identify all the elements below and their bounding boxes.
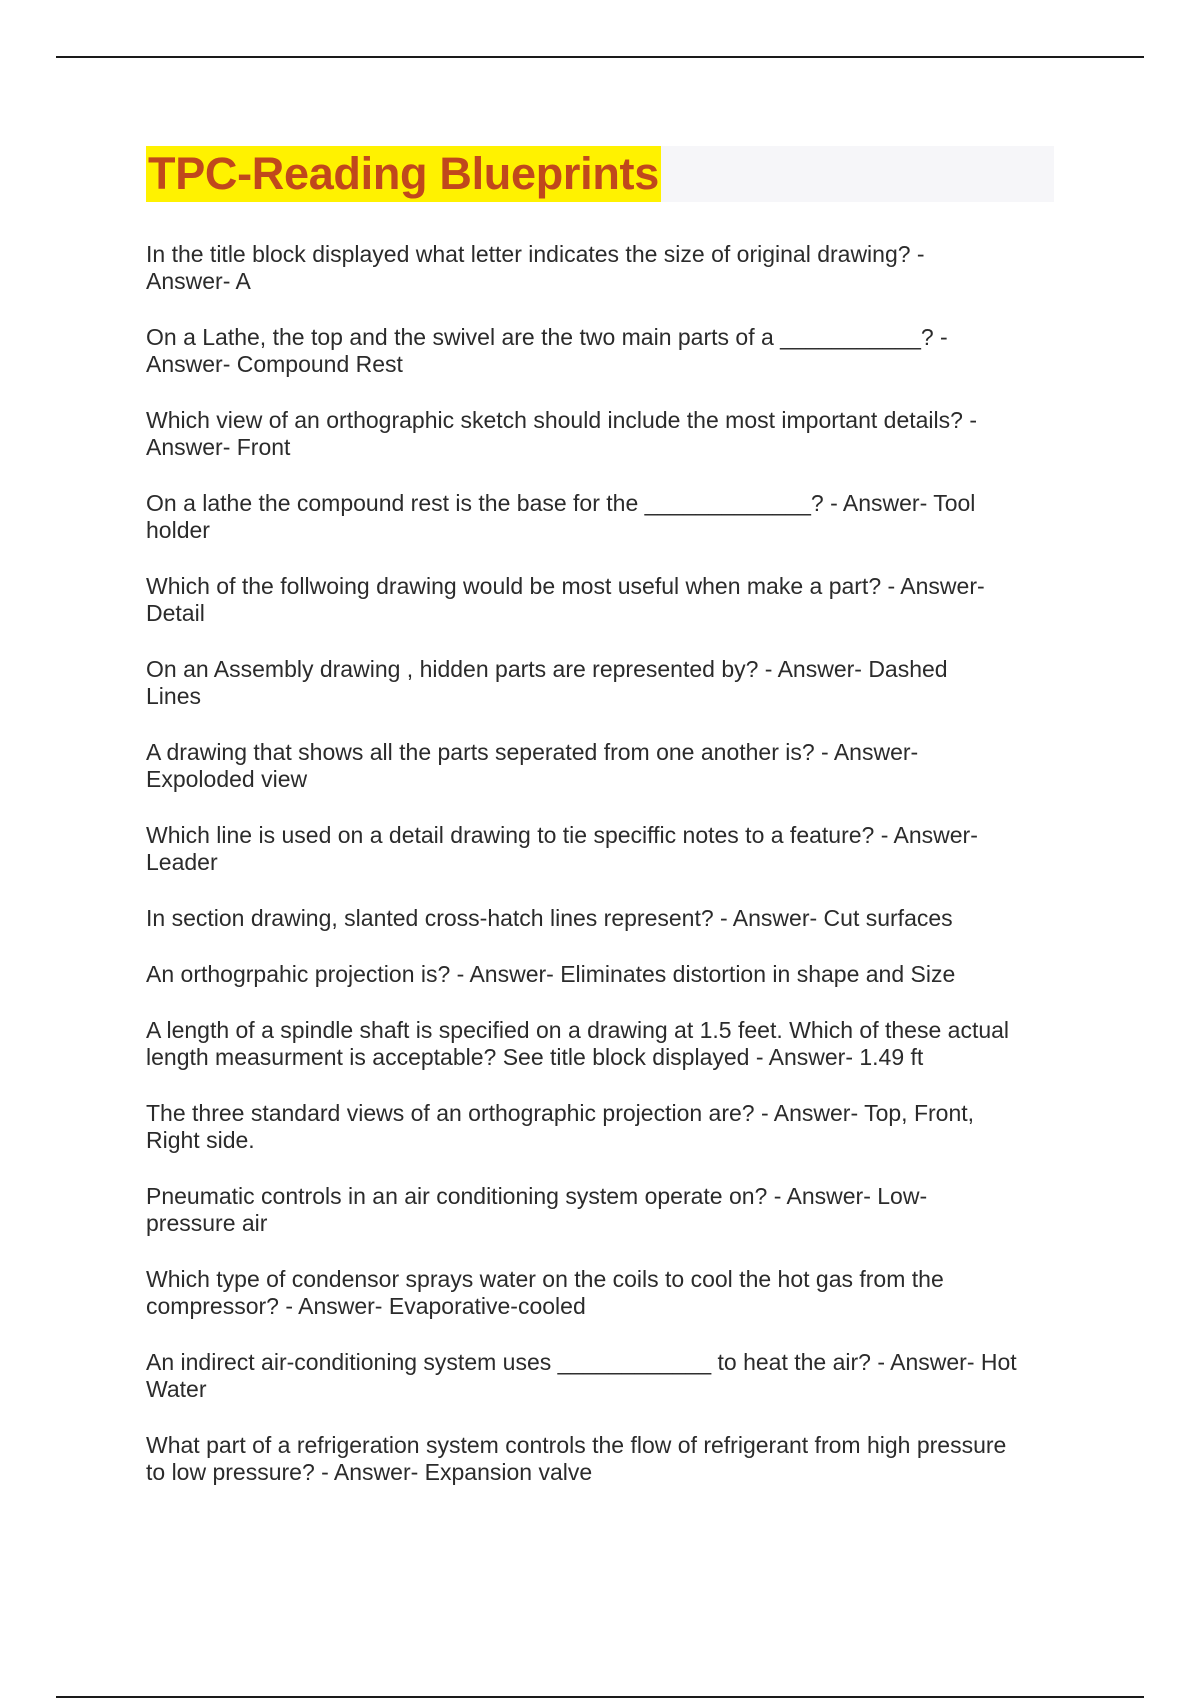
qa-item: What part of a refrigeration system controls the flow of refrigerant from high pressure to low pressure? - Answer- Expansion valve: [146, 1432, 1007, 1485]
document-title: TPC-Reading Blueprints: [146, 146, 661, 202]
qa-item: An orthogrpahic projection is? - Answer- Eliminates distortion in shape and Size: [146, 961, 956, 987]
qa-item: In the title block displayed what letter indicates the size of original drawing? - Answer- A: [146, 241, 925, 294]
qa-item: Which view of an orthographic sketch should include the most important details? - Answer- Front: [146, 407, 977, 460]
header-rule: [56, 56, 1144, 58]
qa-item: Pneumatic controls in an air conditioning system operate on? - Answer- Low- pressure air: [146, 1183, 928, 1236]
qa-item: A drawing that shows all the parts seperated from one another is? - Answer- Expoloded view: [146, 739, 919, 792]
qa-item: In section drawing, slanted cross-hatch lines represent? - Answer- Cut surfaces: [146, 905, 953, 931]
qa-item: An indirect air-conditioning system uses ____________ to heat the air? - Answer- Hot Water: [146, 1349, 1017, 1402]
footer-rule: [56, 1696, 1144, 1698]
qa-item: On a Lathe, the top and the swivel are the two main parts of a ___________? - Answer- Compound Rest: [146, 324, 948, 377]
qa-item: On an Assembly drawing , hidden parts are represented by? - Answer- Dashed Lines: [146, 656, 948, 709]
qa-item: A length of a spindle shaft is specified on a drawing at 1.5 feet. Which of these actual length measurment is acceptable? See title block displayed - Answer- 1.49 ft: [146, 1017, 1010, 1070]
qa-item: Which type of condensor sprays water on the coils to cool the hot gas from the compressor? - Answer- Evaporative-cooled: [146, 1266, 944, 1319]
qa-item: On a lathe the compound rest is the base for the _____________? - Answer- Tool holder: [146, 490, 976, 543]
qa-list: [146, 241, 1066, 1515]
qa-item: Which of the follwoing drawing would be most useful when make a part? - Answer- Detail: [146, 573, 985, 626]
qa-item: The three standard views of an orthographic projection are? - Answer- Top, Front, Right side.: [146, 1100, 975, 1153]
qa-item: Which line is used on a detail drawing to tie speciffic notes to a feature? - Answer- Leader: [146, 822, 978, 875]
